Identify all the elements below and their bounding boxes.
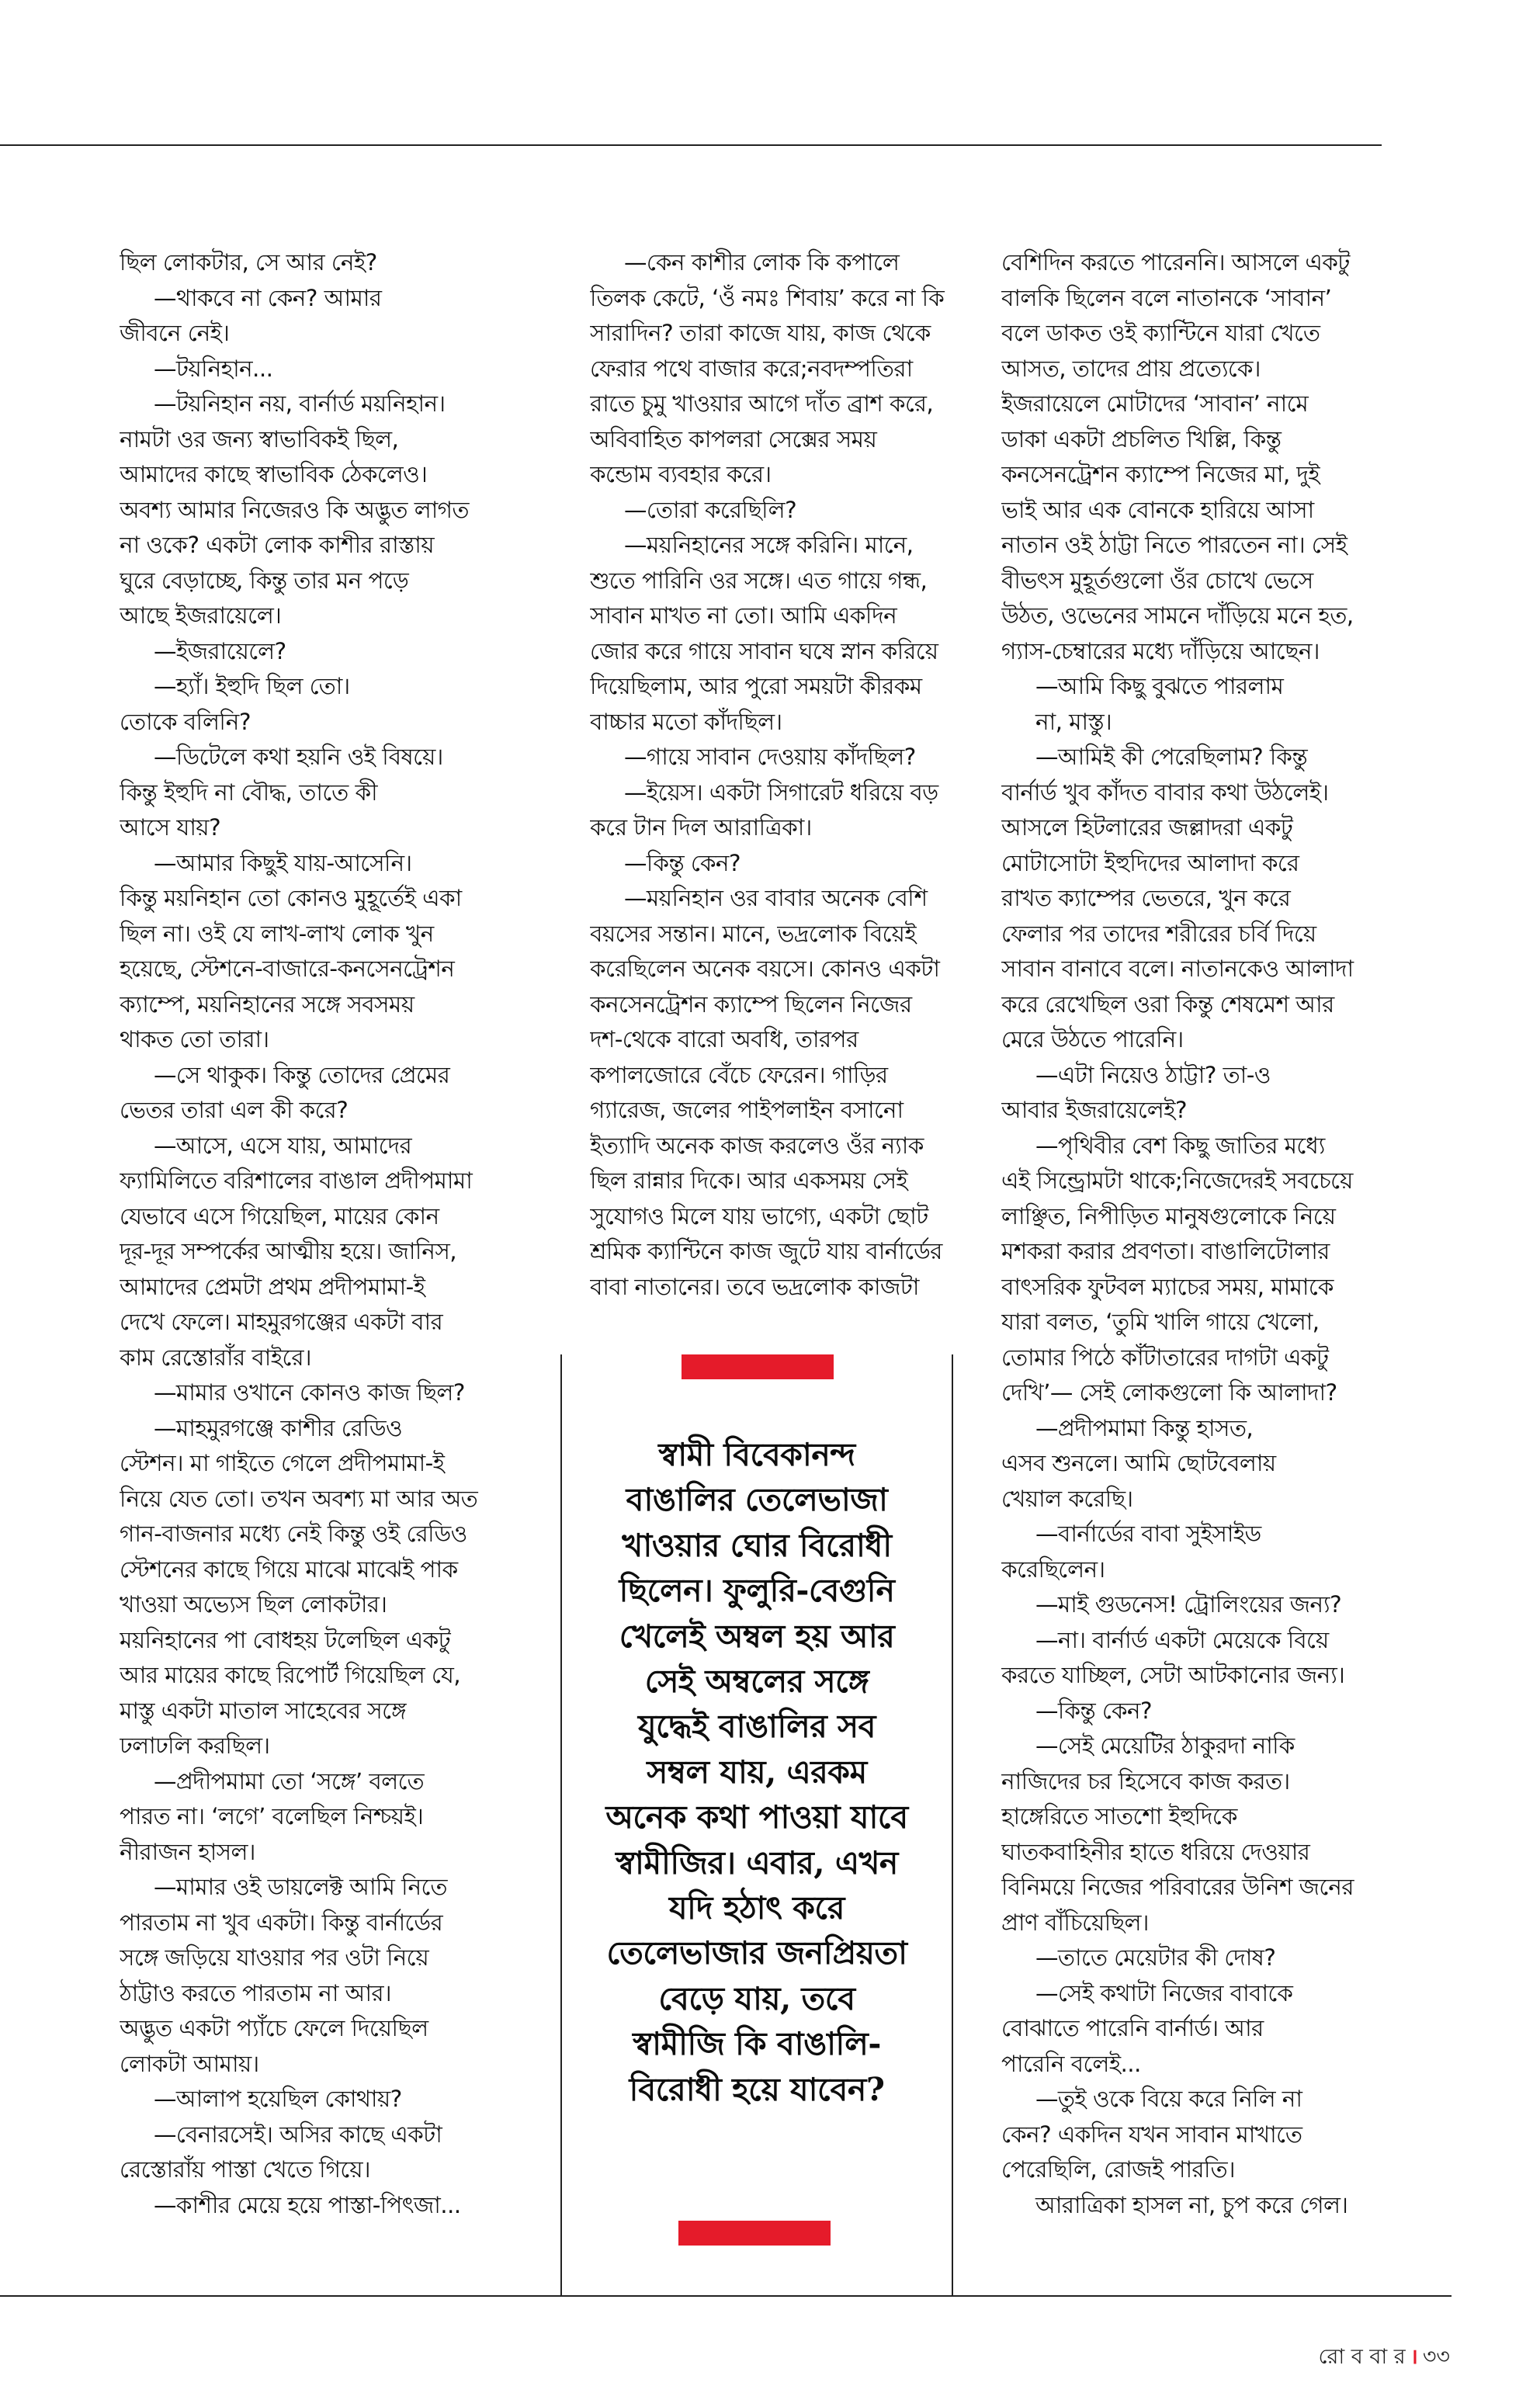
text-line: করে টান দিল আরাত্রিকা। — [590, 814, 812, 841]
text-line: মেরে উঠতে পারেনি। — [1001, 1026, 1184, 1053]
pull-quote-line: স্বামীজির। এবার, এখন — [616, 1843, 898, 1881]
article-column-2 — [590, 245, 1001, 1332]
text-line: কেন? একদিন যখন সাবান মাখাতে — [1001, 2121, 1302, 2148]
article-column-1 — [120, 245, 531, 2372]
text-line: মোটাসোটা ইহুদিদের আলাদা করে — [1001, 849, 1299, 876]
text-line: ছিল না। ওই যে লাখ-লাখ লোক খুন — [120, 920, 434, 947]
text-line: সুযোগও মিলে যায় ভাগ্যে, একটা ছোট — [590, 1202, 928, 1229]
text-line: তোমার পিঠে কাঁটাতারের দাগটা একটু — [1001, 1344, 1329, 1371]
text-line: —থাকবে না কেন? আমার — [154, 284, 382, 311]
magazine-name: রো ব বা র — [1318, 2345, 1406, 2369]
pull-quote-line: ছিলেন। ফুলুরি-বেগুনি — [619, 1572, 895, 1610]
text-line: খেয়াল করেছি। — [1001, 1485, 1133, 1512]
text-line: আবার ইজরায়েলেই? — [1001, 1097, 1187, 1123]
text-line: তোকে বলিনি? — [120, 708, 251, 735]
text-line: খাওয়া অভ্যেস ছিল লোকটার। — [120, 1591, 387, 1618]
text-line: রেস্তোরাঁয় পাস্তা খেতে গিয়ে। — [120, 2156, 370, 2183]
text-line: —মামার ওখানে কোনও কাজ ছিল? — [154, 1379, 465, 1406]
text-line: দেখি’— সেই লোকগুলো কি আলাদা? — [1001, 1379, 1337, 1406]
text-line: রাখত ক্যাম্পের ভেতরে, খুন করে — [1001, 885, 1291, 911]
page-number: ৩৩ — [1422, 2345, 1450, 2369]
text-line: হয়েছে, স্টেশনে-বাজারে-কনসেনট্রেশন — [120, 955, 455, 982]
text-line: ইত্যাদি অনেক কাজ করলেও ওঁর ন্যাক — [590, 1132, 924, 1159]
text-line: —টয়নিহান... — [154, 355, 273, 382]
text-line: লাঞ্ছিত, নিপীড়িত মানুষগুলোকে নিয়ে — [1001, 1202, 1336, 1229]
text-line: রাতে চুমু খাওয়ার আগে দাঁত ব্রাশ করে, — [590, 390, 934, 417]
text-line: ঘাতকবাহিনীর হাতে ধরিয়ে দেওয়ার — [1001, 1838, 1310, 1865]
text-line: —ময়নিহান ওর বাবার অনেক বেশি — [624, 885, 928, 911]
pull-quote-line: বাঙালির তেলেভাজা — [626, 1481, 888, 1519]
folio-separator: । — [1410, 2345, 1418, 2369]
text-line: কনসেনট্রেশন ক্যাম্পে ছিলেন নিজের — [590, 990, 912, 1018]
text-line: —প্রদীপমামা কিন্তু হাসত, — [1035, 1414, 1254, 1441]
bottom-rule — [0, 2295, 1452, 2297]
text-line: করেছিলেন অনেক বয়সে। কোনও একটা — [590, 955, 940, 982]
text-line: —পৃথিবীর বেশ কিছু জাতির মধ্যে — [1035, 1132, 1325, 1159]
text-line: জীবনে নেই। — [120, 320, 230, 346]
text-line: দিয়েছিলাম, আর পুরো সময়টা কীরকম — [590, 673, 922, 699]
text-line: —আমি কিছু বুঝতে পারলাম — [1035, 673, 1284, 699]
text-line: থাকত তো তারা। — [120, 1026, 269, 1053]
pull-quote-line: অনেক কথা পাওয়া যাবে — [605, 1798, 908, 1836]
text-line: কিন্তু ময়নিহান তো কোনও মুহূর্তেই একা — [120, 885, 462, 911]
text-line: সঙ্গে জড়িয়ে যাওয়ার পর ওটা নিয়ে — [120, 1944, 429, 1971]
pull-quote-line: যুদ্ধেই বাঙালির সব — [638, 1708, 876, 1746]
text-line: তিলক কেটে, ‘ওঁ নমঃ শিবায়’ করে না কি — [590, 284, 945, 311]
text-line: করে রেখেছিল ওরা কিন্তু শেষমেশ আর — [1001, 990, 1334, 1018]
text-line: —আমার কিছুই যায়-আসেনি। — [154, 849, 412, 876]
text-line: বাৎসরিক ফুটবল ম্যাচের সময়, মামাকে — [1001, 1273, 1334, 1300]
text-line: বোঝাতে পারেনি বার্নার্ড। আর — [1001, 2015, 1264, 2041]
text-line: অদ্ভুত একটা প্যাঁচে ফেলে দিয়েছিল — [120, 2015, 428, 2041]
text-line: ঘুরে বেড়াচ্ছে, কিন্তু তার মন পড়ে — [120, 567, 409, 594]
text-line: করেছিলেন। — [1001, 1555, 1105, 1583]
text-line: বীভৎস মুহূর্তগুলো ওঁর চোখে ভেসে — [1001, 567, 1313, 594]
text-line: —এটা নিয়েও ঠাট্টা? তা-ও — [1035, 1061, 1271, 1088]
text-line: নাতান ওই ঠাট্টা নিতে পারতেন না। সেই — [1001, 532, 1348, 558]
text-line: —আসে, এসে যায়, আমাদের — [154, 1132, 412, 1159]
text-line: নীরাজন হাসল। — [120, 1838, 255, 1865]
text-line: —মামার ওই ডায়লেক্ট আমি নিতে — [154, 1874, 447, 1900]
text-line: গান-বাজনার মধ্যে নেই কিন্তু ওই রেডিও — [120, 1521, 467, 1547]
text-line: ইজরায়েলে মোটাদের ‘সাবান’ নামে — [1001, 390, 1309, 417]
text-line: অবিবাহিত কাপলরা সেক্সের সময় — [590, 425, 877, 453]
text-line: —মাই গুডনেস! ট্রোলিংয়ের জন্য? — [1035, 1591, 1342, 1618]
text-line: নিয়ে যেত তো। তখন অবশ্য মা আর অত — [120, 1485, 478, 1512]
page-folio — [1319, 2341, 1450, 2376]
text-line: কপালজোরে বেঁচে ফেরেন। গাড়ির — [590, 1061, 888, 1088]
text-line: আর মায়ের কাছে রিপোর্ট গিয়েছিল যে, — [120, 1662, 461, 1688]
pull-quote-line: সম্বল যায়, এরকম — [647, 1753, 867, 1791]
pull-quote-line: বেড়ে যায়, তবে — [658, 1979, 855, 2017]
text-line: ভেতর তারা এল কী করে? — [120, 1097, 349, 1123]
text-line: —কেন কাশীর লোক কি কপালে — [624, 249, 900, 276]
text-line: সাবান মাখত না তো। আমি একদিন — [590, 602, 897, 629]
text-line: বিনিময়ে নিজের পরিবারের উনিশ জনের — [1001, 1874, 1354, 1900]
pull-quote — [565, 1354, 949, 2295]
column-divider-right — [952, 1354, 953, 2295]
text-line: পেরেছিলি, রোজই পারতি। — [1001, 2156, 1235, 2183]
text-line: সাবান বানাবে বলে। নাতানকেও আলাদা — [1001, 955, 1354, 982]
text-line: —কাশীর মেয়ে হয়ে পাস্তা-পিৎজা... — [154, 2191, 461, 2218]
text-line: কিন্তু ইহুদি না বৌদ্ধ, তাতে কী — [120, 779, 377, 806]
text-line: না ওকে? একটা লোক কাশীর রাস্তায় — [120, 532, 435, 558]
pull-quote-line: স্বামীজি কি বাঙালি- — [633, 2025, 881, 2063]
text-line: মাস্তু একটা মাতাল সাহেবের সঙ্গে — [120, 1697, 406, 1724]
text-line: আমাদের কাছে স্বাভাবিক ঠেকলেও। — [120, 461, 428, 487]
text-line: বার্নার্ড খুব কাঁদত বাবার কথা উঠলেই। — [1001, 779, 1329, 806]
text-line: আসত, তাদের প্রায় প্রত্যেকে। — [1001, 355, 1261, 382]
text-line: গ্যাস-চেম্বারের মধ্যে দাঁড়িয়ে আছেন। — [1001, 637, 1320, 664]
text-line: বাচ্চার মতো কাঁদছিল। — [590, 708, 782, 735]
text-line: —বেনারসেই। অসির কাছে একটা — [154, 2121, 442, 2148]
pull-quote-line: খেলেই অম্বল হয় আর — [619, 1617, 895, 1655]
pull-quote-bottom-bar — [678, 2221, 831, 2246]
text-line: —তুই ওকে বিয়ে করে নিলি না — [1035, 2086, 1302, 2112]
text-line: শুতে পারিনি ওর সঙ্গে। এত গায়ে গন্ধ, — [590, 567, 928, 594]
text-line: ভাই আর এক বোনকে হারিয়ে আসা — [1001, 496, 1314, 523]
text-line: দশ-থেকে বারো অবধি, তারপর — [590, 1026, 858, 1053]
text-line: —সেই কথাটা নিজের বাবাকে — [1035, 1979, 1293, 2006]
text-line: —ইয়েস। একটা সিগারেট ধরিয়ে বড় — [624, 779, 938, 806]
pull-quote-line: তেলেভাজার জনপ্রিয়তা — [606, 1934, 907, 1972]
text-line: নামটা ওর জন্য স্বাভাবিকই ছিল, — [120, 425, 399, 453]
pull-quote-line: যদি হঠাৎ করে — [669, 1889, 845, 1927]
text-line: —আমিই কী পেরেছিলাম? কিন্তু — [1035, 744, 1308, 770]
text-line: ঢলাঢলি করছিল। — [120, 1732, 270, 1759]
text-line: অবশ্য আমার নিজেরও কি অদ্ভুত লাগত — [120, 496, 469, 523]
text-line: নাজিদের চর হিসেবে কাজ করত। — [1001, 1767, 1290, 1795]
text-line: বালকি ছিলেন বলে নাতানকে ‘সাবান’ — [1001, 284, 1332, 311]
article-column-3 — [1001, 245, 1428, 2372]
text-line: ময়নিহানের পা বোধহয় টলেছিল একটু — [120, 1626, 451, 1653]
text-line: আমাদের প্রেমটা প্রথম প্রদীপমামা-ই — [120, 1273, 425, 1300]
text-line: ঠাট্টাও করতে পারতাম না আর। — [120, 1979, 391, 2006]
text-line: দেখে ফেলে। মাহমুরগঞ্জের একটা বার — [120, 1309, 443, 1335]
text-line: গ্যারেজ, জলের পাইপলাইন বসানো — [590, 1097, 904, 1123]
text-line: ফ্যামিলিতে বরিশালের বাঙাল প্রদীপমামা — [120, 1167, 473, 1194]
text-line: এই সিন্ড্রোমটা থাকে;নিজেদেরই সবচেয়ে — [1001, 1167, 1353, 1194]
text-line: —সেই মেয়েটির ঠাকুরদা নাকি — [1035, 1732, 1295, 1759]
column-divider-left — [560, 1354, 562, 2295]
text-line: —আলাপ হয়েছিল কোথায়? — [154, 2086, 402, 2112]
text-line: ছিল রান্নার দিকে। আর একসময় সেই — [590, 1167, 908, 1194]
text-line: উঠত, ওভেনের সামনে দাঁড়িয়ে মনে হত, — [1001, 602, 1354, 629]
text-line: যারা বলত, ‘তুমি খালি গায়ে খেলো, — [1001, 1309, 1320, 1335]
text-line: লোকটা আমায়। — [120, 2050, 259, 2077]
text-line: —মাহমুরগঞ্জে কাশীর রেডিও — [154, 1414, 403, 1441]
text-line: হাঙ্গেরিতে সাতশো ইহুদিকে — [1001, 1803, 1237, 1829]
text-line: —গায়ে সাবান দেওয়ায় কাঁদছিল? — [624, 744, 916, 770]
top-rule — [0, 144, 1382, 146]
text-line: —টয়নিহান নয়, বার্নার্ড ময়নিহান। — [154, 390, 446, 417]
pull-quote-line: খাওয়ার ঘোর বিরোধী — [622, 1526, 892, 1564]
text-line: —প্রদীপমামা তো ‘সঙ্গে’ বলতে — [154, 1767, 424, 1795]
text-line: আসে যায়? — [120, 814, 221, 841]
text-line: আসলে হিটলারের জল্লাদরা একটু — [1001, 814, 1293, 841]
text-line: করতে যাচ্ছিল, সেটা আটকানোর জন্য। — [1001, 1662, 1345, 1688]
text-line: না, মাস্তু। — [1035, 708, 1112, 735]
text-line: —কিন্তু কেন? — [624, 849, 741, 876]
text-line: যেভাবে এসে গিয়েছিল, মায়ের কোন — [120, 1202, 439, 1229]
text-line: —তোরা করেছিলি? — [624, 496, 797, 523]
text-line: —বার্নার্ডের বাবা সুইসাইড — [1035, 1521, 1261, 1547]
text-line: —ইজরায়েলে? — [154, 637, 286, 664]
text-line: মশকরা করার প্রবণতা। বাঙালিটোলার — [1001, 1238, 1330, 1264]
text-line: বয়সের সন্তান। মানে, ভদ্রলোক বিয়েই — [590, 920, 917, 947]
text-line: স্টেশন। মা গাইতে গেলে প্রদীপমামা-ই — [120, 1450, 445, 1476]
text-line: ফেলার পর তাদের শরীরের চর্বি দিয়ে — [1001, 920, 1316, 947]
text-line: ফেরার পথে বাজার করে;নবদম্পতিরা — [590, 355, 913, 382]
text-line: কন্ডোম ব্যবহার করে। — [590, 461, 772, 487]
text-line: বলে ডাকত ওই ক্যান্টিনে যারা খেতে — [1001, 320, 1320, 346]
text-line: —হ্যাঁ। ইহুদি ছিল তো। — [154, 673, 350, 699]
text-line: কনসেনট্রেশন ক্যাম্পে নিজের মা, দুই — [1001, 461, 1320, 487]
text-line: দূর-দূর সম্পর্কের আত্মীয় হয়ে। জানিস, — [120, 1238, 456, 1264]
pull-quote-line: স্বামী বিবেকানন্দ — [658, 1436, 855, 1473]
text-line: আছে ইজরায়েলে। — [120, 602, 282, 629]
text-line: কাম রেস্তোরাঁর বাইরে। — [120, 1344, 311, 1371]
text-line: প্রাণ বাঁচিয়েছিল। — [1001, 1909, 1149, 1936]
text-line: ছিল লোকটার, সে আর নেই? — [120, 249, 377, 276]
pull-quote-line: বিরোধী হয়ে যাবেন? — [629, 2070, 885, 2108]
text-line: —তাতে মেয়েটার কী দোষ? — [1035, 1944, 1276, 1971]
text-line: —ময়নিহানের সঙ্গে করিনি। মানে, — [624, 532, 914, 558]
text-line: বেশিদিন করতে পারেননি। আসলে একটু — [1001, 249, 1350, 276]
text-line: আরাত্রিকা হাসল না, চুপ করে গেল। — [1035, 2191, 1348, 2218]
pull-quote-text — [565, 1432, 949, 2112]
text-line: ডাকা একটা প্রচলিত খিল্লি, কিন্তু — [1001, 425, 1282, 453]
text-line: ক্যাম্পে, ময়নিহানের সঙ্গে সবসময় — [120, 990, 414, 1018]
text-line: —ডিটেলে কথা হয়নি ওই বিষয়ে। — [154, 744, 443, 770]
text-line: জোর করে গায়ে সাবান ঘষে স্নান করিয়ে — [590, 637, 938, 664]
text-line: পারতাম না খুব একটা। কিন্তু বার্নার্ডের — [120, 1909, 443, 1936]
text-line: পারত না। ‘লগে’ বলেছিল নিশ্চয়ই। — [120, 1803, 424, 1829]
text-line: বাবা নাতানের। তবে ভদ্রলোক কাজটা — [590, 1273, 919, 1300]
text-line: সারাদিন? তারা কাজে যায়, কাজ থেকে — [590, 320, 931, 346]
text-line: পারেনি বলেই... — [1001, 2050, 1141, 2077]
text-line: —না। বার্নার্ড একটা মেয়েকে বিয়ে — [1035, 1626, 1329, 1653]
text-line: এসব শুনলে। আমি ছোটবেলায় — [1001, 1450, 1276, 1476]
text-line: —সে থাকুক। কিন্তু তোদের প্রেমের — [154, 1061, 450, 1088]
text-line: শ্রমিক ক্যান্টিনে কাজ জুটে যায় বার্নার্ডের — [590, 1238, 942, 1264]
text-line: —কিন্তু কেন? — [1035, 1697, 1152, 1724]
text-line: স্টেশনের কাছে গিয়ে মাঝে মাঝেই পাক — [120, 1555, 458, 1583]
pull-quote-top-bar — [682, 1354, 834, 1379]
pull-quote-line: সেই অম্বলের সঙ্গে — [644, 1663, 869, 1701]
